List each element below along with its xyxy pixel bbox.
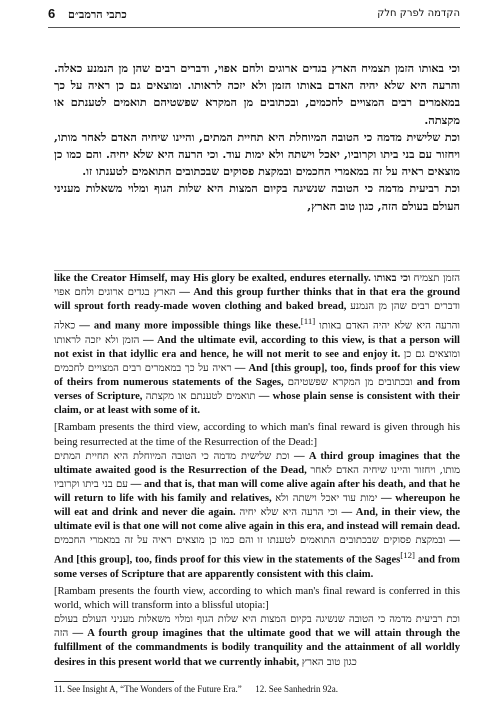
running-head-chapter: הקדמה לפרק חלק xyxy=(377,8,460,19)
hebrew-quote: והם כמו כן מוצאים ראיה על זה במאמרי החכמים xyxy=(54,535,254,547)
commentary-paragraph xyxy=(54,613,460,669)
english-text: — And [this group], too, finds proof for this view of theirs from numerous statements of the Sages, xyxy=(54,363,460,389)
hebrew-quote: ודברים רבים שהן מן הנמנע כאלה xyxy=(54,301,460,332)
hebrew-quote: ובכתובים מן המקרא שפשטיהם xyxy=(287,377,413,389)
hebrew-quote: יאכל וישתה ולא xyxy=(275,492,340,504)
hebrew-quote: תואמים לטענתם או מקצתה xyxy=(145,391,256,403)
footnote-ref[interactable]: [11] xyxy=(300,316,316,327)
footnote-ref[interactable]: [12] xyxy=(400,550,415,561)
english-text: — A third group imagines that the ultimate awaited good is the Resurrection of the Dead, xyxy=(54,450,460,476)
english-text: — and many more impossible things like these. xyxy=(79,320,301,332)
english-text: — And the ultimate evil, according to this view, is that a person will not exist in that idyllic era and hence, he will not merit to see and enjoy it. xyxy=(54,334,460,360)
hebrew-quote: ובמקצת פסוקים שבכתובים התואמים לטענתו זו xyxy=(257,535,446,547)
section-divider xyxy=(54,270,460,271)
hebrew-quote: כגון טוב הארץ xyxy=(301,656,357,668)
english-text: — And this group further thinks that in that era the ground will sprout forth ready-made woven clothing and baked bread, xyxy=(54,287,460,313)
footnote-rule xyxy=(54,681,174,682)
english-text: — whose plain sense is consistent with their claim, or at least with some of it. xyxy=(54,391,460,417)
editor-note: [Rambam presents the third view, according to which man's final reward is given through his being resurrected at the time of the Resurrection of the Dead:] xyxy=(54,422,460,448)
hebrew-paragraph: וכת רביעית מדמה כי הטובה שנשיגה בקיום המצות היא שלות הגוף ומלוי משאלות מעניני העולם בעולם הזה, כגון טוב הארץ, xyxy=(54,181,460,213)
hebrew-quote: וכת רביעית מדמה כי הטובה שנשיגה בקיום המצות היא שלות הגוף ומלוי משאלות מעניני העולם בעולם הזה xyxy=(54,614,460,640)
running-head-title: כתבי הרמב״ם xyxy=(68,8,127,21)
english-text: — And [this group], too, finds proof for this view in the statements of the Sages xyxy=(54,535,460,566)
commentary-paragraph xyxy=(54,272,460,418)
english-text: and from some verses of Scripture that are apparently consistent with this claim. xyxy=(54,554,460,580)
hebrew-quote: וכי באותו xyxy=(373,273,411,284)
english-text: — and that is, that man will come alive again after his death, and that he will return to life with his family and relatives, xyxy=(54,478,461,504)
page-number: 6 xyxy=(48,6,56,21)
hebrew-quote: ומוצאים גם כן ראיה על כך במאמרים רבים המצויים לחכמים xyxy=(54,349,460,375)
hebrew-quote: והרעה היא שלא יהיה האדם באותו הזמן ולא יזכה לראותו xyxy=(54,320,460,346)
english-text: — And, in their view, the ultimate evil is that one will not come alive again in this era, and instead will remain dead. xyxy=(54,507,461,533)
footnote-12: 12. See Sanhedrin 92a. xyxy=(255,684,338,694)
hebrew-quote: וכי הרעה היא שלא יחיה xyxy=(239,507,338,519)
header-rule xyxy=(48,27,460,28)
footnotes xyxy=(54,684,460,694)
hebrew-text-block xyxy=(54,60,460,215)
hebrew-quote: הזמן תצמיח הארץ בגדים ארוגים ולחם אפוי xyxy=(54,273,460,299)
page-header xyxy=(48,6,460,26)
hebrew-quote: וכת שלישית מדמה כי הטובה המיוחלת היא תחיית המתים xyxy=(54,450,290,462)
english-text: — whereupon he will eat and drink and never die again. xyxy=(54,492,460,519)
hebrew-quote: והיינו שיחיה האדם לאחר xyxy=(310,464,411,476)
english-commentary xyxy=(54,272,460,670)
hebrew-paragraph: וכת שלישית מדמה כי הטובה המיוחלת היא תחיית המתים, והיינו שיחיה האדם לאחר מותו, ויחזור עם בני ביתו וקרוביו, יאכל וישתה ולא ימות עוד. וכי הרעה היא שלא יחיה. והם כמו כן מוצאים ראיה על זה במאמרי החכמים ובמקצת פסוקים שבכתובים התואמים לטענתו זו. xyxy=(54,129,460,179)
english-text: — A fourth group imagines that the ultimate good that we will attain through the fulfillment of the commandments is bodily tranquility and the attainment of all worldly desires in this present world that we currently inhabit, xyxy=(54,628,460,668)
commentary-paragraph xyxy=(54,450,460,582)
english-text: and from verses of Scripture, xyxy=(54,377,461,403)
hebrew-quote: ימות עוד xyxy=(342,492,378,504)
editor-note: [Rambam presents the fourth view, according to which man's final reward is conferred in this world, which will transform into a blissful utopia:] xyxy=(54,586,460,612)
english-text: like the Creator Himself, may His glory be exalted, endures eternally. xyxy=(54,273,371,284)
footnote-11: 11. See Insight A, “The Wonders of the Future Era.” xyxy=(54,684,242,694)
hebrew-paragraph: וכי באותו הזמן תצמיח הארץ בגדים ארוגים ולחם אפוי, ודברים רבים שהן מן הנמנע כאלה. והרעה היא שלא יהיה האדם באותו הזמן ולא יזכה לראותו. ומוצאים גם כן ראיה על כך במאמרים רבים המצויים לחכמים, ובכתובים מן המקרא שפשטיהם תואמים לטענתם או מקצתה. xyxy=(54,61,460,127)
hebrew-quote: מותו, ויחזור עם בני ביתו וקרוביו xyxy=(54,464,461,490)
